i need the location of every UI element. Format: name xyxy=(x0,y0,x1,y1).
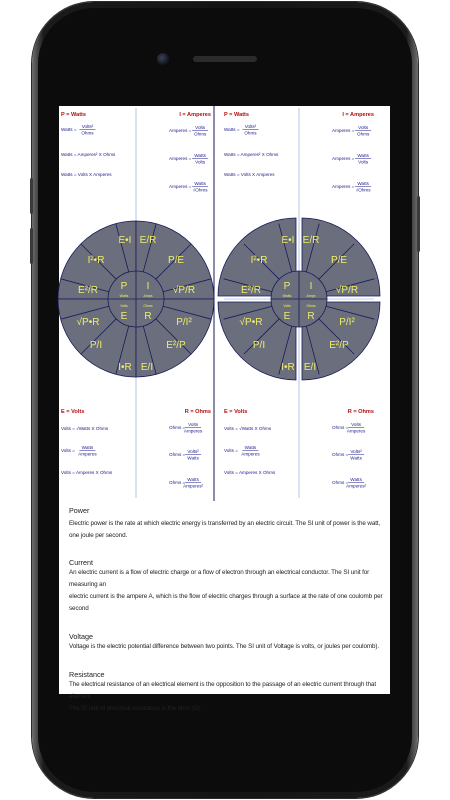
header-p: P = Watts xyxy=(61,112,87,118)
volume-down-button xyxy=(30,228,33,264)
wheel-segment-label: I²•R xyxy=(250,255,268,266)
voltage-title: Voltage xyxy=(69,632,93,641)
resistance-body-line1: The electrical resistance of an electrical element is the opposition to the passage of an electric current through that element xyxy=(69,681,376,700)
r-formula-3-den: Amperes² xyxy=(183,483,204,489)
wheel-segment-label: E/I xyxy=(303,362,317,373)
power-title: Power xyxy=(69,506,90,515)
p-formula-1-label: Watts = xyxy=(224,127,240,132)
r-formula-1-label: Ohms = xyxy=(169,425,186,430)
center-sub-i: Amps xyxy=(306,294,316,298)
center-letter-p: P xyxy=(120,281,128,292)
volume-up-button xyxy=(30,178,33,214)
ohms-law-wheel-graphic xyxy=(59,106,390,501)
p-formula-3: Watts = Volts X Amperes xyxy=(224,172,275,177)
wheel-segment-label: E/R xyxy=(139,235,157,246)
center-sub-p: Watts xyxy=(119,294,129,298)
i-formula-3-num: Watts xyxy=(194,181,206,186)
r-formula-2-den: Watts xyxy=(350,455,362,461)
r-formula-2-num: Volts² xyxy=(350,449,362,454)
wheel-segment-label: E•I xyxy=(281,235,295,246)
i-formula-2-label: Amperes = xyxy=(332,156,355,161)
wheel-segment-label: I²•R xyxy=(87,255,105,266)
i-formula-3-num: Watts xyxy=(357,181,369,186)
r-formula-3-num: Watts xyxy=(187,477,199,482)
wheel-segment-label: P/I xyxy=(252,340,266,351)
p-formula-1-num: Volts² xyxy=(244,124,257,129)
center-letter-r: R xyxy=(144,311,152,322)
center-letter-i: I xyxy=(309,281,313,292)
power-body: Electric power is the rate at which electric energy is transferred by an electric circuit. The SI unit of power is the watt, one joule per second. xyxy=(69,520,381,539)
voltage-body: Voltage is the electric potential difference between two points. The SI unit of Voltage is volts, or joules per coulomb). xyxy=(69,643,380,650)
current-body-line1: An electric current is a flow of electric charge or a flow of electron through an electrical conductor. The SI unit for measuring an xyxy=(69,569,370,588)
header-r: R = Ohms xyxy=(347,409,374,415)
header-r: R = Ohms xyxy=(184,409,211,415)
r-formula-2-den: Watts xyxy=(187,455,199,461)
r-formula-1-num: Volts xyxy=(351,422,362,427)
r-formula-2-label: Ohms = xyxy=(332,452,349,457)
wheel-segment-label: √P/R xyxy=(335,285,359,296)
i-formula-3-label: Amperes = xyxy=(169,184,192,189)
wheel-segment-label: P/I² xyxy=(176,317,192,328)
e-formula-2-den: Amperes xyxy=(241,451,260,457)
resistance-title: Resistance xyxy=(69,670,105,679)
center-letter-p: P xyxy=(283,281,291,292)
header-e: E = Volts xyxy=(224,409,248,415)
wheel-segment-label: I•R xyxy=(118,362,132,373)
e-formula-2-label: Volts = xyxy=(61,448,75,453)
i-formula-3-label: Amperes = xyxy=(332,184,355,189)
wheel-segment-label: E/I xyxy=(140,362,154,373)
wheel-segment-label: √P•R xyxy=(239,317,263,328)
wheel-segment-label: E²/R xyxy=(78,285,98,296)
e-formula-2-num: Watts xyxy=(244,445,257,450)
p-formula-2: Watts = Amperes² X Ohms xyxy=(61,152,116,157)
current-title: Current xyxy=(69,558,93,567)
wheel-segment-label: E²/P xyxy=(166,340,186,351)
p-formula-1-num: Volts² xyxy=(81,124,94,129)
i-formula-2-den: Volts xyxy=(358,159,369,165)
r-formula-1-num: Volts xyxy=(188,422,199,427)
r-formula-2-label: Ohms = xyxy=(169,452,186,457)
app-screen xyxy=(59,106,390,712)
front-camera xyxy=(157,53,169,65)
r-formula-1-label: Ohms = xyxy=(332,425,349,430)
p-formula-1-den: Ohms xyxy=(244,130,257,136)
center-sub-r: Ohms xyxy=(306,304,316,308)
r-formula-1-den: Amperes xyxy=(183,428,203,434)
r-formula-1-den: Amperes xyxy=(346,428,366,434)
p-formula-3: Watts = Volts X Amperes xyxy=(61,172,112,177)
i-formula-1-den: Ohms xyxy=(194,131,207,137)
center-sub-i: Amps xyxy=(143,294,153,298)
wheel-segment-label: E/R xyxy=(302,235,320,246)
p-formula-2: Watts = Amperes² X Ohms xyxy=(224,152,279,157)
p-formula-1-label: Watts = xyxy=(61,127,77,132)
center-sub-e: Volts xyxy=(120,304,128,308)
wheel-segment-label: P/E xyxy=(330,255,348,266)
description-text xyxy=(69,506,385,715)
header-e: E = Volts xyxy=(61,409,85,415)
r-formula-3-label: Ohms = xyxy=(169,480,186,485)
e-formula-2-den: Amperes xyxy=(78,451,97,457)
e-formula-1: Volts = √Watts X Ohms xyxy=(61,426,109,431)
e-formula-2-label: Volts = xyxy=(224,448,238,453)
i-formula-1-num: Volts xyxy=(358,125,369,130)
wheel-segment-label: P/E xyxy=(167,255,185,266)
wheel-segment-label: E²/R xyxy=(241,285,261,296)
i-formula-3-den: √Ohms xyxy=(355,187,371,193)
r-formula-3-num: Watts xyxy=(350,477,362,482)
center-letter-e: E xyxy=(120,311,128,322)
ohms-law-wheel-image xyxy=(59,106,390,501)
power-button xyxy=(417,196,420,252)
i-formula-3-den: √Ohms xyxy=(192,187,208,193)
e-formula-1: Volts = √Watts X Ohms xyxy=(224,426,272,431)
center-letter-e: E xyxy=(283,311,291,322)
r-formula-3-label: Ohms = xyxy=(332,480,349,485)
center-sub-p: Watts xyxy=(282,294,292,298)
wheel-segment-label: E•I xyxy=(118,235,132,246)
i-formula-2-num: Watts xyxy=(194,153,206,158)
i-formula-1-label: Amperes = xyxy=(169,128,192,133)
i-formula-2-label: Amperes = xyxy=(169,156,192,161)
wheel-segment-label: E²/P xyxy=(329,340,349,351)
i-formula-1-den: Ohms xyxy=(357,131,370,137)
i-formula-1-label: Amperes = xyxy=(332,128,355,133)
header-i: I = Amperes xyxy=(179,112,211,118)
wheel-segment-label: P/I xyxy=(89,340,103,351)
i-formula-2-num: Watts xyxy=(357,153,369,158)
r-formula-3-den: Amperes² xyxy=(346,483,367,489)
current-body-line2: electric current is the ampere A, which is the flow of electric charges through a surface at the rate of one coulomb per second xyxy=(69,593,383,612)
p-formula-1-den: Ohms xyxy=(81,130,94,136)
i-formula-1-num: Volts xyxy=(195,125,206,130)
center-letter-r: R xyxy=(307,311,315,322)
header-i: I = Amperes xyxy=(342,112,374,118)
wheel-segment-label: √P/R xyxy=(172,285,196,296)
r-formula-2-num: Volts² xyxy=(187,449,199,454)
center-sub-e: Volts xyxy=(283,304,291,308)
e-formula-2-num: Watts xyxy=(81,445,94,450)
wheel-segment-label: I•R xyxy=(281,362,295,373)
center-letter-i: I xyxy=(146,281,150,292)
earpiece-speaker xyxy=(193,56,257,62)
e-formula-3: Volts = Amperes X Ohms xyxy=(61,470,113,475)
i-formula-2-den: Volts xyxy=(195,159,206,165)
resistance-body-line2: The SI unit of electrical resistance is the ohm (Ω). xyxy=(69,705,202,712)
header-p: P = Watts xyxy=(224,112,250,118)
e-formula-3: Volts = Amperes X Ohms xyxy=(224,470,276,475)
wheel-segment-label: √P•R xyxy=(76,317,100,328)
center-sub-r: Ohms xyxy=(143,304,153,308)
wheel-segment-label: P/I² xyxy=(339,317,355,328)
